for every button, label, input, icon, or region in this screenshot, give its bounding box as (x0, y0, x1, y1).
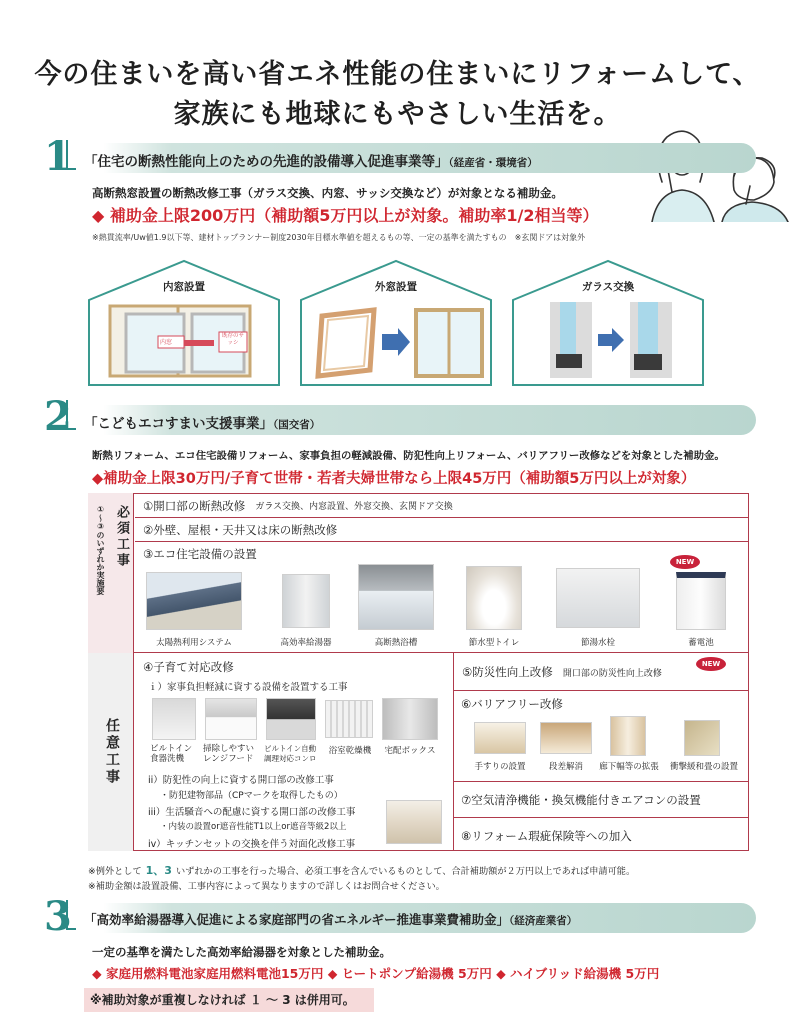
row3-title: ③エコ住宅設備の設置 (143, 547, 257, 561)
required-row-1 (135, 494, 748, 518)
eco-item-label: 太陽熱利用システム (156, 638, 232, 648)
house3-label: ガラス交換 (581, 281, 635, 293)
eco-item-label: 蓄電池 (688, 638, 714, 648)
footnote-1: ※例外として 1、3 いずれかの工事を行った場合、必須工事を含んでいるものとして、合計補助額が２万円以上であれば申請可能。 (88, 864, 636, 877)
section2-ministry: （国交省） (273, 419, 321, 431)
new-badge-disaster: NEW (696, 657, 726, 671)
headline-line2: 家族にも地球にもやさしい生活を。 (173, 99, 622, 130)
section3-subsidy: ◆ 家庭用燃料電池家庭用燃料電池15万円 ◆ ヒートポンプ給湯機 5万円 ◆ ハイブリッド給湯機 5万円 (92, 966, 660, 981)
house1-tag1: 内窓 (160, 339, 173, 346)
section1-number: 1 (44, 133, 72, 180)
headline-line1: 今の住まいを高い省エネ性能の住まいにリフォームして、 (34, 59, 761, 90)
section1-desc: 高断熱窓設置の断熱改修工事（ガラス交換、内窓、サッシ交換など）が対象となる補助金。 (92, 186, 563, 200)
bathroom-dryer-image (325, 700, 373, 738)
handrail-image (474, 722, 526, 754)
delivery-box-image (382, 698, 438, 740)
section1-subsidy: ◆ 補助金上限200万円（補助額5万円以上が対象。補助率1/2相当等） (92, 206, 599, 225)
opt6-item-label: 衝撃緩和畳の設置 (669, 762, 738, 772)
optional-label: 任意工事 (104, 718, 120, 786)
required-sub: ①〜③のいずれか実施要 (96, 505, 105, 595)
eco-item-label: 高効率給湯器 (280, 638, 332, 648)
section3-combined-note: ※補助対象が重複しなければ １ 〜 3 は併用可。 (84, 988, 374, 1012)
section2-subsidy: ◆補助金上限30万円/子育て世帯・若者夫婦世帯なら上限45万円（補助額5万円以上が対象） (92, 471, 696, 487)
cooking-stove-image (266, 698, 316, 740)
opt4-item-label: 掃除しやすいレンジフード (203, 744, 255, 764)
section3-desc: 一定の基準を満たした高効率給湯器を対象とした補助金。 (92, 945, 391, 959)
kitchen-image (386, 800, 442, 844)
section1-title: 「住宅の断熱性能向上のための先進的設備導入促進事業等」（経産省・環境省） (84, 154, 538, 170)
opt-divider-7 (454, 781, 748, 782)
opt4-i: ｉ）家事負担軽減に資する設備を設置する工事 (148, 682, 348, 693)
section2-number: 2 (44, 393, 72, 440)
row1-sub: ガラス交換、内窓設置、外窓交換、玄関ドア交換 (255, 502, 453, 512)
opt4-ii: ii）防犯性の向上に資する開口部の改修工事 (148, 775, 334, 786)
opt-divider-8 (454, 817, 748, 818)
footnote-highlight: 1、3 (145, 864, 172, 877)
house2-label: 外窓設置 (375, 281, 417, 293)
opt4-item-label: ビルトイン自動調理対応コンロ (264, 744, 317, 763)
solar-thermal-image (146, 572, 242, 630)
section2-title: 「こどもエコすまい支援事業」（国交省） (84, 416, 321, 432)
dishwasher-image (152, 698, 196, 740)
eco-item-label: 節湯水栓 (580, 638, 615, 648)
opt4-iii-sub: ・内装の設置or遮音性能T1以上or遮音等級2以上 (160, 822, 347, 832)
step-removal-image (540, 722, 592, 754)
eco-item-label: 高断熱浴槽 (374, 638, 418, 648)
opt5-sub: 開口部の防災性向上改修 (562, 668, 662, 679)
water-saving-toilet-image (466, 566, 522, 630)
section2-desc: 断熱リフォーム、エコ住宅設備リフォーム、家事負担の軽減設備、防犯性向上リフォーム、バリアフリー改修などを対象とした補助金。 (92, 450, 725, 462)
house1-label: 内窓設置 (163, 281, 205, 293)
house-inner-window (86, 258, 282, 388)
row1-title: ①開口部の断熱改修 (143, 498, 246, 513)
opt4-ii-sub: ・防犯建物部品（CPマークを取得したもの） (160, 791, 343, 801)
water-heater-image (282, 574, 330, 628)
required-label: 必須工事 (114, 505, 129, 569)
required-row-2 (135, 518, 748, 542)
range-hood-image (205, 698, 257, 740)
storage-battery-image (676, 572, 726, 630)
section1-note: ※熱貫流率/Uw値1.9以下等、建材トップランナー制度2030年目標水準値を超えるもの等、一定の基準を満たすもの ※玄関ドアは対象外 (92, 233, 586, 242)
section3-title: 「高効率給湯器導入促進による家庭部門の省エネルギー推進事業費補助金」（経済産業省） (84, 912, 578, 927)
footnote-2: ※補助金額は設置設備、工事内容によって異なりますので詳しくはお問合せください。 (88, 881, 445, 892)
opt7-title: ⑦空気清浄機能・換気機能付きエアコンの設置 (461, 793, 701, 807)
new-badge-battery: NEW (670, 555, 700, 569)
section3-number: 3 (44, 893, 72, 940)
insulated-bath-image (358, 564, 434, 630)
opt4-title: ④子育て対応改修 (143, 660, 234, 674)
opt6-title: ⑥バリアフリー改修 (461, 697, 563, 711)
opt5-title: ⑤防災性向上改修 (462, 665, 553, 679)
house1-tag2: 既存のサッシ (221, 333, 244, 346)
opt4-iv: iv）キッチンセットの交換を伴う対面化改修工事 (148, 839, 356, 850)
water-saving-faucet-image (556, 568, 640, 628)
opt6-item-label: 手すりの設置 (474, 762, 526, 772)
tatami-image (684, 720, 720, 756)
opt4-item-label: 宅配ボックス (384, 746, 436, 756)
section3-ministry: （経済産業省） (509, 915, 578, 927)
opt4-iii: iii）生活騒音への配慮に資する開口部の改修工事 (148, 807, 356, 818)
house-outer-window (298, 258, 494, 388)
house-glass-exchange (510, 258, 706, 388)
section1-ministry: （経産省・環境省） (448, 157, 538, 169)
row2-title: ②外壁、屋根・天井又は床の断熱改修 (143, 522, 338, 537)
opt4-item-label: 浴室乾燥機 (328, 746, 372, 756)
eco-item-label: 節水型トイレ (468, 638, 520, 648)
opt6-item-label: 廊下幅等の拡張 (599, 762, 659, 772)
opt4-item-label: ビルトイン食器洗機 (150, 744, 193, 764)
opt8-title: ⑧リフォーム瑕疵保険等への加入 (461, 829, 632, 843)
opt6-item-label: 段差解消 (548, 762, 583, 772)
corridor-image (610, 716, 646, 756)
